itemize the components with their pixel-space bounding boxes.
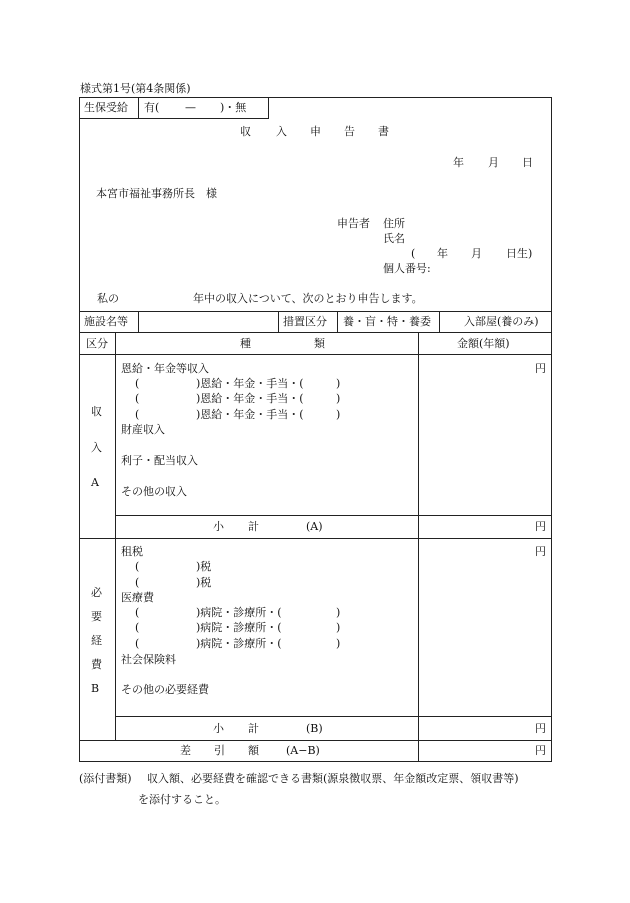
- income-pension-close: ): [336, 392, 341, 405]
- divider: [115, 515, 552, 516]
- mynumber-label[interactable]: 個人番号:: [383, 262, 431, 275]
- expense-yen: 円: [535, 545, 546, 558]
- birth-day[interactable]: 日生): [506, 247, 533, 260]
- divider: [79, 538, 552, 539]
- expense-subtotal-code: (B): [306, 722, 323, 735]
- income-subtotal-char: 小: [213, 520, 224, 533]
- title-char: 告: [344, 125, 355, 138]
- divider: [278, 311, 279, 332]
- name-label[interactable]: 氏名: [383, 232, 405, 245]
- room-label: 入部屋(養のみ): [464, 315, 539, 328]
- expense-label-char: 必: [91, 586, 102, 599]
- income-property: 財産収入: [121, 423, 165, 436]
- expense-label-char: B: [91, 682, 100, 695]
- divider: [115, 716, 552, 717]
- date-month[interactable]: 月: [488, 156, 499, 169]
- expense-medical-close: ): [336, 621, 341, 634]
- income-label-char: 収: [91, 405, 102, 418]
- expense-medical-open: (: [135, 637, 140, 650]
- note-line2: を添付すること。: [138, 793, 226, 806]
- category-label: 措置区分: [283, 315, 327, 328]
- income-pension-open: (: [135, 408, 140, 421]
- date-year[interactable]: 年: [453, 156, 464, 169]
- income-other: その他の収入: [121, 485, 187, 498]
- difference-char: 額: [248, 744, 259, 757]
- income-pension-type[interactable]: )恩給・年金・手当・(: [196, 392, 304, 405]
- expense-tax-open: (: [135, 576, 140, 589]
- expense-subtotal-char: 小: [213, 722, 224, 735]
- difference-char: 差: [180, 744, 191, 757]
- expense-medical-type[interactable]: )病院・診療所・(: [196, 621, 282, 634]
- difference-yen: 円: [535, 744, 546, 757]
- divider: [79, 311, 552, 312]
- income-pension: 恩給・年金等収入: [121, 362, 209, 375]
- income-label-char: 入: [91, 441, 102, 454]
- header-section: 区分: [86, 337, 108, 350]
- expense-medical-close: ): [336, 606, 341, 619]
- address-label[interactable]: 住所: [383, 217, 405, 230]
- difference-code: (A−B): [286, 744, 320, 757]
- birth-open: (: [411, 247, 416, 260]
- header-kind: 類: [314, 337, 325, 350]
- category-options[interactable]: 養・盲・特・養委: [343, 315, 431, 328]
- expense-tax: 租税: [121, 545, 143, 558]
- birth-month[interactable]: 月: [471, 247, 482, 260]
- income-pension-close: ): [336, 377, 341, 390]
- difference-char: 引: [214, 744, 225, 757]
- facility-label: 施設名等: [84, 315, 128, 328]
- income-pension-open: (: [135, 392, 140, 405]
- divider: [268, 97, 269, 118]
- expense-medical: 医療費: [121, 591, 154, 604]
- expense-label-char: 経: [91, 634, 102, 647]
- income-pension-type[interactable]: )恩給・年金・手当・(: [196, 408, 304, 421]
- declaration-prefix: 私の: [97, 292, 119, 305]
- applicant-label: 申告者: [337, 217, 370, 230]
- income-subtotal-code: (A): [306, 520, 323, 533]
- expense-medical-type[interactable]: )病院・診療所・(: [196, 637, 282, 650]
- expense-medical-type[interactable]: )病院・診療所・(: [196, 606, 282, 619]
- divider: [337, 311, 338, 332]
- divider: [439, 311, 440, 332]
- income-subtotal-char: 計: [248, 520, 259, 533]
- title-char: 入: [276, 125, 287, 138]
- divider: [138, 97, 139, 118]
- title-char: 収: [240, 125, 251, 138]
- income-pension-type[interactable]: )恩給・年金・手当・(: [196, 377, 304, 390]
- header-amount: 金額(年額): [457, 337, 510, 350]
- welfare-label: 生保受給: [84, 101, 128, 114]
- amount-column-line: [418, 332, 419, 762]
- income-yen: 円: [535, 362, 546, 375]
- welfare-value-dash: —: [185, 101, 196, 114]
- note-label: (添付書類): [79, 772, 132, 785]
- header-kind: 種: [240, 337, 251, 350]
- divider: [79, 332, 552, 333]
- divider: [138, 311, 139, 332]
- title-char: 書: [378, 125, 389, 138]
- form-label: 様式第1号(第4条関係): [80, 82, 191, 95]
- income-interest: 利子・配当収入: [121, 454, 198, 467]
- addressee: 本宮市福祉事務所長 様: [96, 187, 217, 200]
- expense-insurance: 社会保険料: [121, 653, 176, 666]
- expense-medical-close: ): [336, 637, 341, 650]
- divider: [79, 354, 552, 355]
- income-pension-open: (: [135, 377, 140, 390]
- note-line1: 収入額、必要経費を確認できる書類(源泉徴収票、年金額改定票、領収書等): [147, 772, 519, 785]
- income-subtotal-yen: 円: [535, 520, 546, 533]
- section-column-line: [115, 332, 116, 740]
- expense-tax-type[interactable]: )税: [196, 576, 212, 589]
- date-day[interactable]: 日: [522, 156, 533, 169]
- expense-label-char: 要: [91, 610, 102, 623]
- expense-medical-open: (: [135, 621, 140, 634]
- expense-label-char: 費: [91, 658, 102, 671]
- income-pension-close: ): [336, 408, 341, 421]
- birth-year[interactable]: 年: [437, 247, 448, 260]
- welfare-value-suffix[interactable]: )・無: [220, 101, 247, 114]
- welfare-value-prefix[interactable]: 有(: [144, 101, 160, 114]
- expense-medical-open: (: [135, 606, 140, 619]
- divider: [79, 740, 552, 741]
- declaration-text: 年中の収入について、次のとおり申告します。: [193, 292, 423, 305]
- divider: [79, 118, 269, 119]
- title-char: 申: [310, 125, 321, 138]
- expense-tax-type[interactable]: )税: [196, 560, 212, 573]
- income-label-char: A: [91, 476, 99, 489]
- expense-subtotal-yen: 円: [535, 722, 546, 735]
- expense-other: その他の必要経費: [121, 683, 209, 696]
- expense-tax-open: (: [135, 560, 140, 573]
- expense-subtotal-char: 計: [248, 722, 259, 735]
